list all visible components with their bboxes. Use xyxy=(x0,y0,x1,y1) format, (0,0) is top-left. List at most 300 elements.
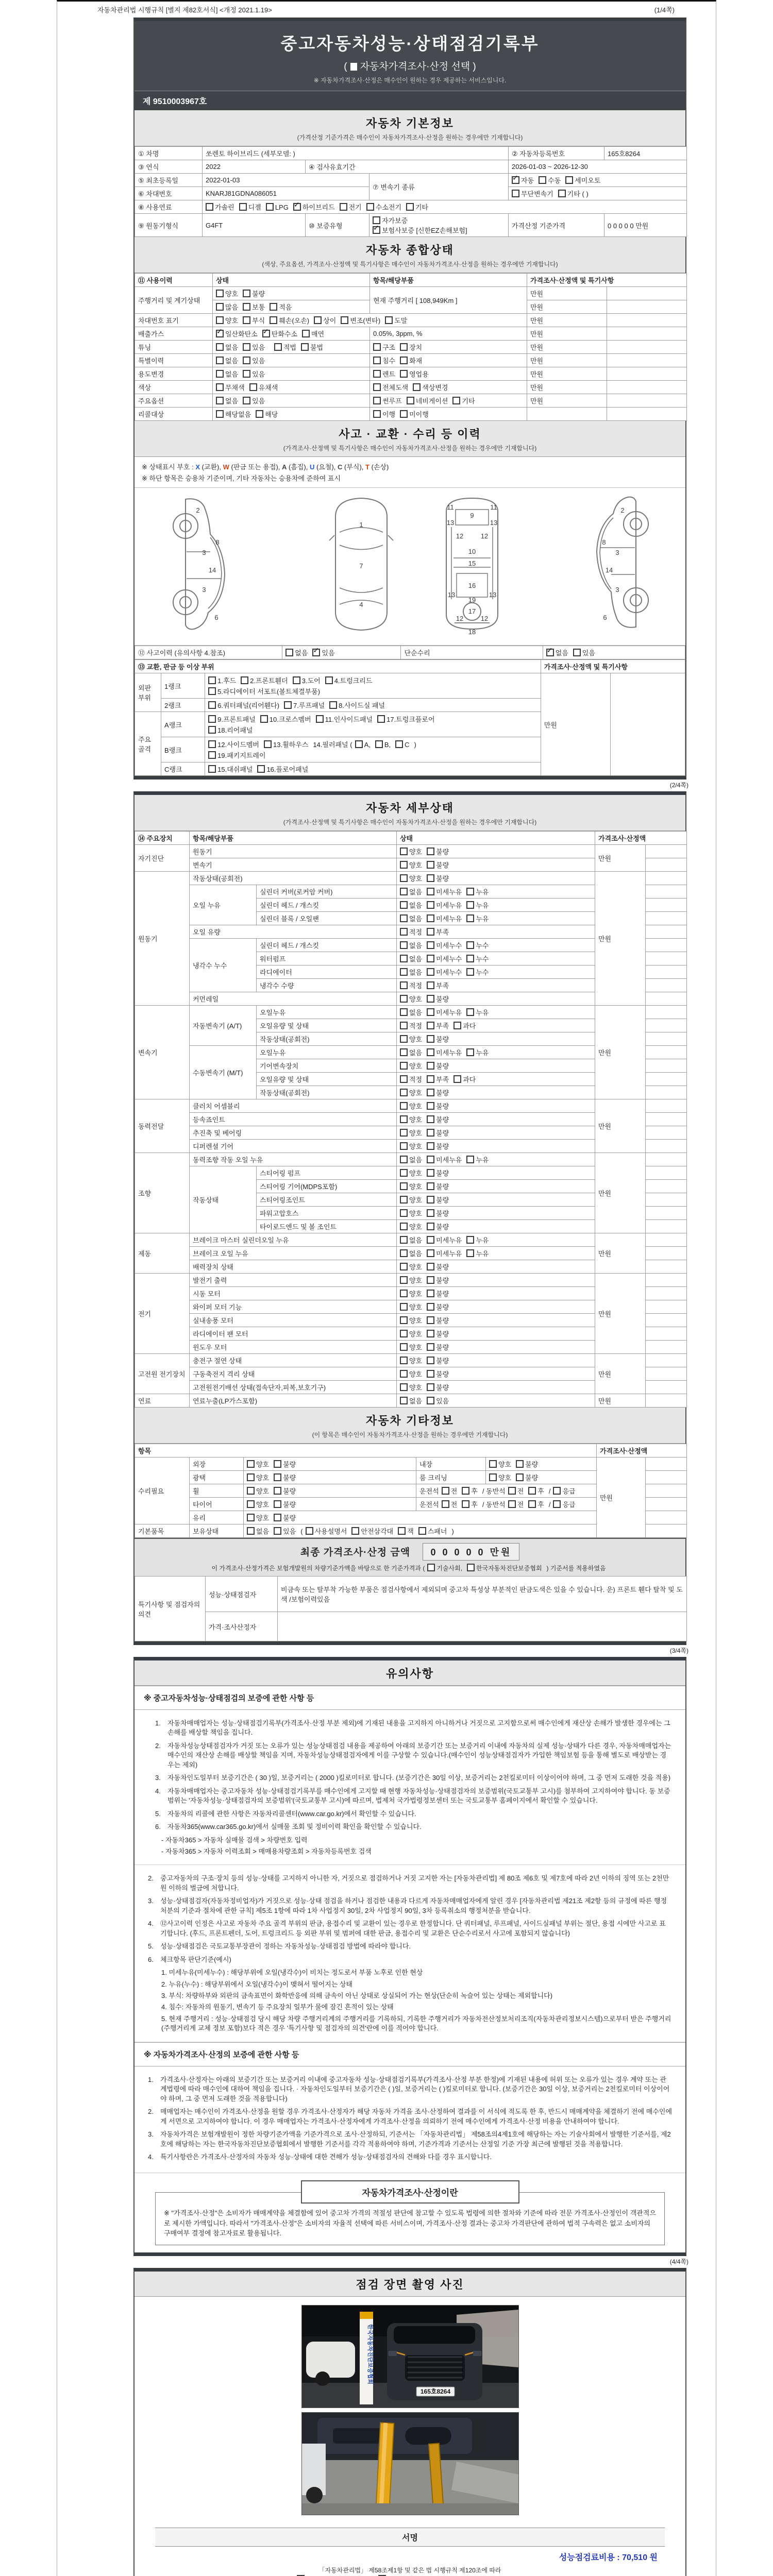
checkbox-icon[interactable] xyxy=(400,1343,408,1351)
checkbox-option[interactable] xyxy=(442,1486,458,1496)
checkbox-icon[interactable] xyxy=(400,357,408,364)
checkbox-option[interactable] xyxy=(512,189,553,198)
checkbox-option[interactable] xyxy=(466,1155,489,1164)
checkbox-option[interactable] xyxy=(427,1369,449,1379)
checkbox-option[interactable] xyxy=(241,675,288,685)
checkbox-icon[interactable] xyxy=(249,383,257,391)
checkbox-icon[interactable] xyxy=(400,955,408,962)
checkbox-option[interactable] xyxy=(400,369,429,379)
checkbox-icon[interactable] xyxy=(243,303,250,311)
checkbox-icon[interactable] xyxy=(366,203,374,211)
checkbox-option[interactable] xyxy=(466,1007,489,1017)
checkbox-checked-icon[interactable] xyxy=(373,226,380,234)
checkbox-icon[interactable] xyxy=(427,1075,434,1083)
checkbox-icon[interactable] xyxy=(400,968,408,976)
checkbox-icon[interactable] xyxy=(247,1527,255,1535)
checkbox-icon[interactable] xyxy=(466,1236,474,1244)
checkbox-icon[interactable] xyxy=(427,1196,434,1204)
checkbox-option[interactable] xyxy=(400,1141,422,1151)
checkbox-option[interactable] xyxy=(400,409,429,419)
checkbox-option[interactable] xyxy=(208,764,253,774)
checkbox-option[interactable] xyxy=(466,1248,489,1258)
checkbox-icon[interactable] xyxy=(373,383,381,391)
checkbox-option[interactable] xyxy=(375,740,391,749)
checkbox-option[interactable] xyxy=(453,1074,476,1084)
checkbox-option[interactable] xyxy=(247,1499,269,1509)
checkbox-option[interactable] xyxy=(427,1021,449,1030)
checkbox-icon[interactable] xyxy=(400,928,408,936)
checkbox-icon[interactable] xyxy=(400,1383,408,1391)
checkbox-icon[interactable] xyxy=(462,1500,469,1508)
checkbox-icon[interactable] xyxy=(216,370,224,378)
checkbox-icon[interactable] xyxy=(400,1182,408,1190)
checkbox-icon[interactable] xyxy=(407,397,414,404)
checkbox-icon[interactable] xyxy=(466,901,474,909)
checkbox-option[interactable] xyxy=(418,1526,447,1536)
checkbox-option[interactable] xyxy=(553,1486,575,1496)
checkbox-option[interactable] xyxy=(293,675,321,685)
checkbox-option[interactable] xyxy=(216,302,238,312)
checkbox-option[interactable] xyxy=(400,1382,422,1392)
checkbox-icon[interactable] xyxy=(400,1129,408,1137)
checkbox-option[interactable] xyxy=(546,648,568,657)
checkbox-option[interactable] xyxy=(400,954,422,963)
checkbox-option[interactable] xyxy=(539,175,561,185)
checkbox-icon[interactable] xyxy=(247,1500,255,1508)
checkbox-icon[interactable] xyxy=(466,1249,474,1257)
checkbox-option[interactable] xyxy=(243,396,265,405)
checkbox-icon[interactable] xyxy=(400,1330,408,1337)
checkbox-icon[interactable] xyxy=(467,1564,475,1571)
checkbox-icon[interactable] xyxy=(427,1276,434,1284)
checkbox-option[interactable] xyxy=(427,1235,462,1245)
checkbox-option[interactable] xyxy=(243,315,265,325)
checkbox-option[interactable] xyxy=(216,329,258,338)
checkbox-icon[interactable] xyxy=(466,888,474,895)
checkbox-icon[interactable] xyxy=(466,1156,474,1163)
checkbox-icon[interactable] xyxy=(427,1330,434,1337)
checkbox-icon[interactable] xyxy=(400,1316,408,1324)
checkbox-icon[interactable] xyxy=(427,1182,434,1190)
checkbox-icon[interactable] xyxy=(243,316,250,324)
checkbox-icon[interactable] xyxy=(274,1460,281,1468)
checkbox-option[interactable] xyxy=(427,1564,462,1572)
checkbox-option[interactable] xyxy=(274,1486,296,1496)
checkbox-icon[interactable] xyxy=(208,687,216,695)
checkbox-option[interactable] xyxy=(427,1128,449,1138)
checkbox-option[interactable] xyxy=(516,1459,538,1469)
checkbox-option[interactable] xyxy=(427,1195,449,1205)
checkbox-option[interactable] xyxy=(262,329,297,338)
checkbox-option[interactable] xyxy=(208,700,279,710)
checkbox-option[interactable] xyxy=(249,382,278,392)
checkbox-option[interactable] xyxy=(400,940,422,950)
checkbox-option[interactable] xyxy=(489,1472,511,1482)
checkbox-icon[interactable] xyxy=(427,914,434,922)
checkbox-icon[interactable] xyxy=(301,343,309,351)
checkbox-option[interactable] xyxy=(400,1396,422,1405)
checkbox-icon[interactable] xyxy=(442,1487,449,1495)
checkbox-icon[interactable] xyxy=(466,1008,474,1016)
checkbox-option[interactable] xyxy=(243,355,265,365)
checkbox-option[interactable] xyxy=(274,1526,296,1536)
checkbox-option[interactable] xyxy=(373,409,395,419)
checkbox-icon[interactable] xyxy=(208,740,216,748)
checkbox-option[interactable] xyxy=(400,994,422,1004)
checkbox-icon[interactable] xyxy=(489,1460,497,1468)
checkbox-option[interactable] xyxy=(216,289,238,298)
checkbox-icon[interactable] xyxy=(325,676,333,684)
checkbox-option[interactable] xyxy=(400,927,422,937)
checkbox-icon[interactable] xyxy=(528,1487,536,1495)
checkbox-option[interactable] xyxy=(400,1329,422,1338)
checkbox-option[interactable] xyxy=(427,1329,449,1338)
checkbox-option[interactable] xyxy=(400,1074,422,1084)
checkbox-option[interactable] xyxy=(400,1061,422,1071)
checkbox-icon[interactable] xyxy=(427,968,434,976)
checkbox-icon[interactable] xyxy=(453,1022,461,1029)
checkbox-option[interactable] xyxy=(216,369,238,379)
checkbox-icon[interactable] xyxy=(400,1236,408,1244)
checkbox-option[interactable] xyxy=(528,1499,544,1509)
checkbox-option[interactable] xyxy=(400,1155,422,1164)
checkbox-icon[interactable] xyxy=(400,1169,408,1177)
checkbox-icon[interactable] xyxy=(442,1500,449,1508)
checkbox-icon[interactable] xyxy=(427,995,434,1003)
checkbox-icon[interactable] xyxy=(427,874,434,882)
checkbox-option[interactable] xyxy=(400,1114,422,1124)
checkbox-option[interactable] xyxy=(400,967,422,977)
checkbox-option[interactable] xyxy=(400,1342,422,1352)
checkbox-option[interactable] xyxy=(400,1289,422,1298)
checkbox-icon[interactable] xyxy=(427,1370,434,1378)
checkbox-icon[interactable] xyxy=(400,1075,408,1083)
checkbox-option[interactable] xyxy=(400,1355,422,1365)
checkbox-icon[interactable] xyxy=(427,901,434,909)
checkbox-option[interactable] xyxy=(452,396,475,405)
checkbox-icon[interactable] xyxy=(427,1102,434,1110)
checkbox-icon[interactable] xyxy=(400,1249,408,1257)
checkbox-icon[interactable] xyxy=(427,1343,434,1351)
checkbox-icon[interactable] xyxy=(427,1316,434,1324)
checkbox-option[interactable] xyxy=(400,900,422,910)
checkbox-icon[interactable] xyxy=(489,1473,497,1481)
checkbox-option[interactable] xyxy=(466,887,489,896)
checkbox-option[interactable] xyxy=(400,1101,422,1111)
checkbox-icon[interactable] xyxy=(427,941,434,949)
checkbox-icon[interactable] xyxy=(400,1357,408,1364)
checkbox-icon[interactable] xyxy=(274,1527,281,1535)
checkbox-option[interactable] xyxy=(427,860,449,870)
checkbox-option[interactable] xyxy=(400,1208,422,1218)
checkbox-option[interactable] xyxy=(400,1168,422,1178)
checkbox-option[interactable] xyxy=(508,1499,524,1509)
checkbox-option[interactable] xyxy=(427,846,449,856)
checkbox-icon[interactable] xyxy=(427,888,434,895)
checkbox-icon[interactable] xyxy=(400,861,408,869)
checkbox-option[interactable] xyxy=(243,289,265,298)
checkbox-option[interactable] xyxy=(400,1021,422,1030)
checkbox-option[interactable] xyxy=(216,409,251,419)
checkbox-icon[interactable] xyxy=(247,1487,255,1495)
checkbox-icon[interactable] xyxy=(466,1048,474,1056)
checkbox-option[interactable] xyxy=(400,1007,422,1017)
checkbox-icon[interactable] xyxy=(573,649,581,656)
checkbox-icon[interactable] xyxy=(427,1062,434,1070)
checkbox-icon[interactable] xyxy=(400,874,408,882)
checkbox-option[interactable] xyxy=(216,355,238,365)
checkbox-icon[interactable] xyxy=(216,357,224,364)
checkbox-icon[interactable] xyxy=(285,649,293,656)
checkbox-option[interactable] xyxy=(395,740,409,749)
checkbox-option[interactable] xyxy=(467,1564,542,1572)
checkbox-option[interactable] xyxy=(466,940,489,950)
checkbox-option[interactable] xyxy=(427,954,462,963)
checkbox-icon[interactable] xyxy=(400,1156,408,1163)
checkbox-option[interactable] xyxy=(427,1101,449,1111)
checkbox-option[interactable] xyxy=(427,1355,449,1365)
checkbox-icon[interactable] xyxy=(216,303,224,311)
checkbox-icon[interactable] xyxy=(400,1142,408,1150)
checkbox-option[interactable] xyxy=(573,648,595,657)
checkbox-icon[interactable] xyxy=(427,1142,434,1150)
checkbox-option[interactable] xyxy=(400,1248,422,1258)
checkbox-icon[interactable] xyxy=(400,1102,408,1110)
checkbox-icon[interactable] xyxy=(341,316,348,324)
checkbox-icon[interactable] xyxy=(395,740,403,748)
checkbox-icon[interactable] xyxy=(264,740,272,748)
checkbox-option[interactable] xyxy=(427,913,462,923)
checkbox-option[interactable] xyxy=(208,725,253,735)
checkbox-icon[interactable] xyxy=(466,968,474,976)
checkbox-icon[interactable] xyxy=(466,941,474,949)
checkbox-option[interactable] xyxy=(400,980,422,990)
checkbox-icon[interactable] xyxy=(427,848,434,855)
checkbox-icon[interactable] xyxy=(274,1514,281,1521)
checkbox-option[interactable] xyxy=(243,369,265,379)
checkbox-icon[interactable] xyxy=(239,203,247,211)
checkbox-icon[interactable] xyxy=(508,1487,516,1495)
checkbox-icon[interactable] xyxy=(453,1075,461,1083)
checkbox-option[interactable] xyxy=(208,714,256,724)
checkbox-option[interactable] xyxy=(257,764,308,774)
checkbox-option[interactable] xyxy=(427,967,462,977)
checkbox-icon[interactable] xyxy=(208,676,216,684)
checkbox-option[interactable] xyxy=(216,382,245,392)
checkbox-option[interactable] xyxy=(427,1289,449,1298)
checkbox-option[interactable] xyxy=(400,1181,422,1191)
checkbox-option[interactable] xyxy=(274,1513,296,1522)
checkbox-icon[interactable] xyxy=(208,726,216,734)
checkbox-option[interactable] xyxy=(427,1047,462,1057)
checkbox-icon[interactable] xyxy=(400,1196,408,1204)
checkbox-icon[interactable] xyxy=(427,1564,435,1571)
checkbox-option[interactable] xyxy=(427,1315,449,1325)
checkbox-icon[interactable] xyxy=(427,1209,434,1217)
checkbox-icon[interactable] xyxy=(243,290,250,297)
checkbox-option[interactable] xyxy=(293,202,335,212)
checkbox-option[interactable] xyxy=(243,342,265,352)
checkbox-option[interactable] xyxy=(413,382,448,392)
checkbox-icon[interactable] xyxy=(216,316,224,324)
checkbox-icon[interactable] xyxy=(427,1223,434,1230)
checkbox-icon[interactable] xyxy=(377,715,385,723)
checkbox-icon[interactable] xyxy=(508,1500,516,1508)
checkbox-icon[interactable] xyxy=(427,1089,434,1096)
checkbox-icon[interactable] xyxy=(452,397,460,404)
checkbox-icon[interactable] xyxy=(427,1249,434,1257)
checkbox-option[interactable] xyxy=(266,203,289,211)
checkbox-option[interactable] xyxy=(270,302,292,312)
checkbox-option[interactable] xyxy=(270,315,309,325)
checkbox-icon[interactable] xyxy=(270,316,277,324)
checkbox-option[interactable] xyxy=(247,1472,269,1482)
checkbox-icon[interactable] xyxy=(266,203,274,211)
checkbox-icon[interactable] xyxy=(413,383,421,391)
checkbox-icon[interactable] xyxy=(329,701,337,709)
checkbox-icon[interactable] xyxy=(351,1527,359,1535)
checkbox-icon[interactable] xyxy=(516,1460,524,1468)
checkbox-icon[interactable] xyxy=(306,1527,313,1535)
checkbox-option[interactable] xyxy=(284,700,325,710)
checkbox-option[interactable] xyxy=(400,1195,422,1205)
checkbox-option[interactable] xyxy=(316,714,373,724)
checkbox-icon[interactable] xyxy=(427,861,434,869)
checkbox-icon[interactable] xyxy=(375,740,383,748)
checkbox-option[interactable] xyxy=(406,202,428,212)
checkbox-icon[interactable] xyxy=(400,370,408,378)
checkbox-icon[interactable] xyxy=(284,701,292,709)
checkbox-option[interactable] xyxy=(427,1275,449,1285)
checkbox-checked-icon[interactable] xyxy=(546,649,554,656)
checkbox-option[interactable] xyxy=(373,382,408,392)
checkbox-option[interactable] xyxy=(216,315,238,325)
checkbox-icon[interactable] xyxy=(400,1263,408,1270)
checkbox-option[interactable] xyxy=(565,175,600,185)
checkbox-option[interactable] xyxy=(341,315,380,325)
checkbox-icon[interactable] xyxy=(400,1062,408,1070)
checkbox-option[interactable] xyxy=(400,887,422,896)
checkbox-icon[interactable] xyxy=(216,343,224,351)
checkbox-option[interactable] xyxy=(355,740,371,749)
checkbox-icon[interactable] xyxy=(427,1156,434,1163)
checkbox-option[interactable] xyxy=(427,887,462,896)
checkbox-checked-icon[interactable] xyxy=(293,203,301,211)
checkbox-icon[interactable] xyxy=(216,397,224,404)
checkbox-option[interactable] xyxy=(302,329,324,338)
checkbox-icon[interactable] xyxy=(400,981,408,989)
checkbox-option[interactable] xyxy=(427,900,462,910)
checkbox-option[interactable] xyxy=(373,369,395,379)
checkbox-option[interactable] xyxy=(427,1302,449,1312)
checkbox-option[interactable] xyxy=(373,396,402,405)
checkbox-icon[interactable] xyxy=(208,751,216,759)
checkbox-option[interactable] xyxy=(301,342,323,352)
checkbox-icon[interactable] xyxy=(274,343,282,351)
checkbox-option[interactable] xyxy=(400,860,422,870)
checkbox-option[interactable] xyxy=(427,940,462,950)
checkbox-icon[interactable] xyxy=(400,1276,408,1284)
checkbox-icon[interactable] xyxy=(427,1303,434,1311)
checkbox-icon[interactable] xyxy=(462,1487,469,1495)
checkbox-option[interactable] xyxy=(400,913,422,923)
checkbox-icon[interactable] xyxy=(302,330,310,337)
checkbox-icon[interactable] xyxy=(260,715,268,723)
checkbox-option[interactable] xyxy=(366,202,401,212)
checkbox-option[interactable] xyxy=(427,1248,462,1258)
checkbox-icon[interactable] xyxy=(400,901,408,909)
checkbox-option[interactable] xyxy=(264,739,308,749)
checkbox-icon[interactable] xyxy=(427,928,434,936)
checkbox-option[interactable] xyxy=(373,355,395,365)
checkbox-option[interactable] xyxy=(400,1369,422,1379)
checkbox-option[interactable] xyxy=(216,396,238,405)
checkbox-icon[interactable] xyxy=(400,1048,408,1056)
checkbox-option[interactable] xyxy=(442,1499,458,1509)
checkbox-icon[interactable] xyxy=(418,1527,426,1535)
checkbox-icon[interactable] xyxy=(256,410,263,418)
checkbox-option[interactable] xyxy=(427,1262,449,1272)
checkbox-checked-icon[interactable] xyxy=(312,649,320,656)
checkbox-option[interactable] xyxy=(247,1459,269,1469)
checkbox-option[interactable] xyxy=(462,1499,478,1509)
checkbox-option[interactable] xyxy=(247,1486,269,1496)
checkbox-option[interactable] xyxy=(400,1034,422,1044)
checkbox-icon[interactable] xyxy=(270,303,277,311)
checkbox-icon[interactable] xyxy=(373,370,381,378)
checkbox-option[interactable] xyxy=(400,1302,422,1312)
checkbox-icon[interactable] xyxy=(400,1022,408,1029)
checkbox-option[interactable] xyxy=(466,1235,489,1245)
checkbox-icon[interactable] xyxy=(427,1397,434,1404)
checkbox-option[interactable] xyxy=(256,409,278,419)
checkbox-icon[interactable] xyxy=(373,410,381,418)
checkbox-icon[interactable] xyxy=(257,765,265,773)
checkbox-option[interactable] xyxy=(508,1486,524,1496)
checkbox-icon[interactable] xyxy=(553,1487,561,1495)
checkbox-option[interactable] xyxy=(427,1007,462,1017)
checkbox-option[interactable] xyxy=(427,1396,449,1405)
checkbox-icon[interactable] xyxy=(293,676,300,684)
checkbox-option[interactable] xyxy=(427,1168,449,1178)
checkbox-option[interactable] xyxy=(400,1235,422,1245)
checkbox-checked-icon[interactable] xyxy=(262,330,270,337)
checkbox-icon[interactable] xyxy=(400,888,408,895)
checkbox-icon[interactable] xyxy=(400,848,408,855)
checkbox-icon[interactable] xyxy=(216,290,224,297)
checkbox-icon[interactable] xyxy=(427,1129,434,1137)
checkbox-option[interactable] xyxy=(427,980,449,990)
checkbox-option[interactable] xyxy=(400,1222,422,1231)
checkbox-option[interactable] xyxy=(274,1472,296,1482)
checkbox-option[interactable] xyxy=(216,342,238,352)
checkbox-option[interactable] xyxy=(400,342,422,352)
checkbox-icon[interactable] xyxy=(355,740,363,748)
checkbox-icon[interactable] xyxy=(314,316,322,324)
checkbox-option[interactable] xyxy=(325,675,373,685)
checkbox-option[interactable] xyxy=(558,189,589,198)
checkbox-icon[interactable] xyxy=(208,765,216,773)
checkbox-icon[interactable] xyxy=(243,343,250,351)
checkbox-option[interactable] xyxy=(466,954,489,963)
checkbox-option[interactable] xyxy=(400,1315,422,1325)
checkbox-icon[interactable] xyxy=(427,1357,434,1364)
checkbox-icon[interactable] xyxy=(274,1487,281,1495)
checkbox-icon[interactable] xyxy=(528,1500,536,1508)
checkbox-option[interactable] xyxy=(400,873,422,883)
checkbox-icon[interactable] xyxy=(427,1169,434,1177)
checkbox-option[interactable] xyxy=(373,342,395,352)
